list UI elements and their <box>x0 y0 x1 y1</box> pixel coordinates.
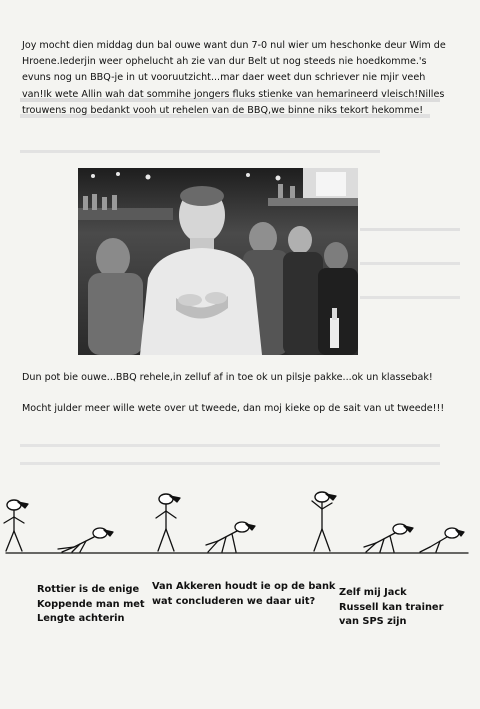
stick-figure-standing-2 <box>156 494 180 551</box>
stick-figure-crawling-1 <box>206 522 255 552</box>
stick-figure-lying-2 <box>420 528 464 552</box>
article-paragraph-website: Mocht julder meer wille wete over ut tweede, dan moj kieke op de sait van ut tweede!!! <box>22 403 445 414</box>
stick-figure-standing-3 <box>312 492 336 551</box>
bbq-photo-image <box>78 168 358 355</box>
stick-figure-lying-1 <box>58 528 113 552</box>
stick-figure-crawling-2 <box>364 524 413 552</box>
stick-figure-standing-1 <box>4 500 28 551</box>
bbq-photo <box>78 168 358 355</box>
stick-figure-cartoon <box>0 485 480 595</box>
cartoon-caption-left: Rottier is de enige Koppende man met Lengte achterin <box>37 584 145 624</box>
cartoon-caption-right: Zelf mij Jack Russell kan trainer van SPS zijn <box>339 587 444 627</box>
cartoon-caption-middle: Van Akkeren houdt ie op de bank wat concluderen we daar uit? <box>152 581 336 607</box>
article-paragraph-intro: Joy mocht dien middag dun bal ouwe want dun 7-0 nul wier um heschonke deur Wim de Hroene.Iederjin weer ophelucht ah zie van dur Belt ut nog steeds nie hoedkomme.'s evuns nog un BBQ-je in ut vooruutzicht...mar daer weet dun schriever nie mjir veeh van!Ik wete Allin wah dat sommihe jongers fluks stienke van hemarineerd vleisch!Nilles trouwens nog bedankt vooh ut rehelen van de BBQ,we binne niks tekort hekomme! <box>22 40 446 116</box>
photo-caption: Dun pot bie ouwe...BBQ rehele,in zelluf af in toe ok un pilsje pakke...ok un klassebak! <box>22 372 433 383</box>
